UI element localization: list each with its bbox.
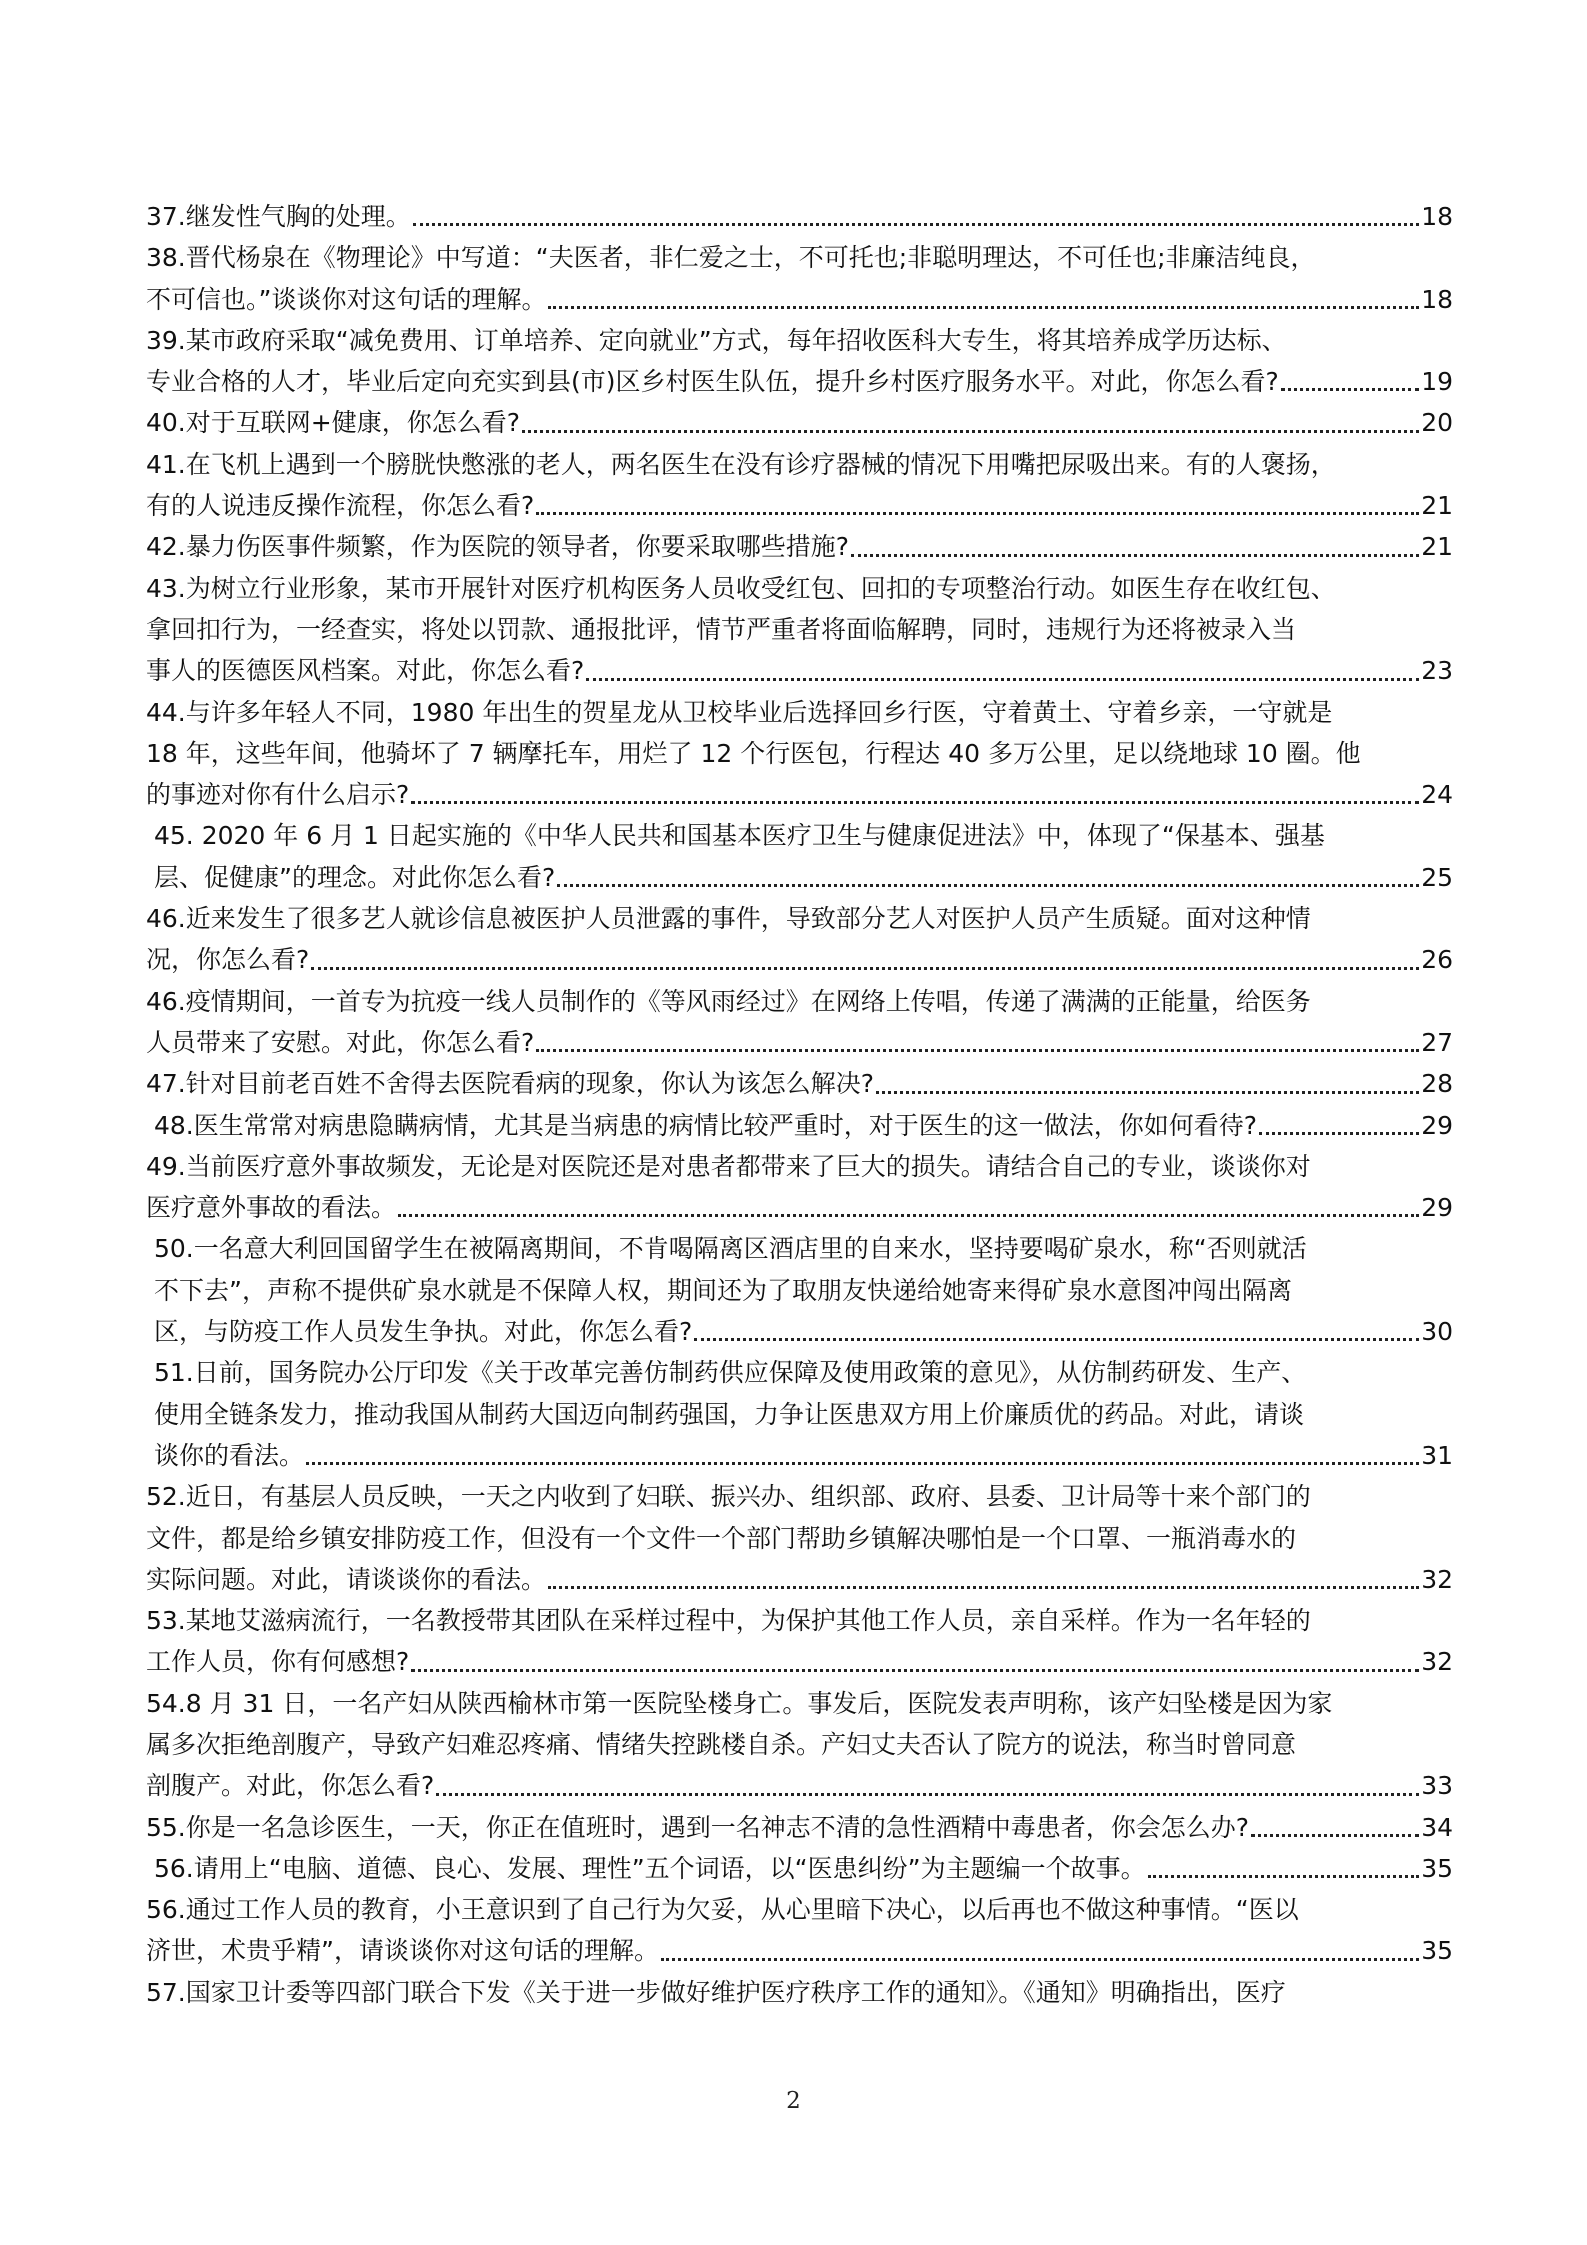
toc-entry[interactable] [146,1105,1453,1146]
toc-entry[interactable] [146,402,1453,443]
dot-leader [557,884,1419,887]
toc-page-number: 29 [1421,1193,1453,1223]
toc-entry-line: 专业合格的人才，毕业后定向充实到县(市)区乡村医生队伍，提升乡村医疗服务水平。对此，你怎么看? [146,367,1279,397]
toc-entry-line: 57.国家卫计委等四部门联合下发《关于进一步做好维护医疗秩序工作的通知》。《通知》明确指出，医疗 [146,1977,1286,2007]
toc-entry-line: 45. 2020 年 6 月 1 日起实施的《中华人民共和国基本医疗卫生与健康促进法》中，体现了“保基本、强基 [154,821,1325,851]
toc-entry-line: 医疗意外事故的看法。 [146,1193,397,1223]
dot-leader [1148,1875,1420,1878]
toc-entry-line: 41.在飞机上遇到一个膀胱快憋涨的老人，两名医生在没有诊疗器械的情况下用嘴把尿吸出来。有的人褒扬， [146,449,1336,479]
toc-page-number: 21 [1421,491,1453,521]
dot-leader [548,1586,1419,1589]
toc-page-number: 18 [1421,202,1453,231]
dot-leader [1251,1834,1419,1837]
toc-entry[interactable] [146,526,1453,567]
toc-entry[interactable] [146,1889,1453,1972]
toc-page-number: 32 [1421,1647,1453,1677]
toc-entry[interactable] [146,568,1453,692]
toc-page-number: 26 [1421,945,1453,975]
toc-page-number: 21 [1421,532,1453,562]
dot-leader [694,1338,1419,1341]
toc-entry-line: 39.某市政府采取“减免费用、订单培养、定向就业”方式，每年招收医科大专生，将其培养成学历达标、 [146,325,1287,355]
toc-entry-line: 谈你的看法。 [154,1440,305,1470]
toc-entry[interactable] [146,1146,1453,1229]
page-number: 2 [786,2088,801,2114]
toc-page-number: 27 [1421,1027,1453,1057]
toc-page-number: 18 [1421,284,1453,314]
toc-entry-line: 51.日前，国务院办公厅印发《关于改革完善仿制药供应保障及使用政策的意见》，从仿制药研发、生产、 [154,1358,1307,1388]
toc-entry-line: 不下去”，声称不提供矿泉水就是不保障人权，期间还为了取朋友快递给她寄来得矿泉水意图冲闯出隔离 [154,1275,1292,1305]
dot-leader [536,512,1419,515]
toc-page-number: 35 [1421,1936,1453,1966]
toc-entry-line: 52.近日，有基层人员反映，一天之内收到了妇联、振兴办、组织部、政府、县委、卫计局等十来个部门的 [146,1482,1311,1512]
toc-entry-line: 18 年，这些年间，他骑坏了 7 辆摩托车，用烂了 12 个行医包，行程达 40 多万公里，足以绕地球 10 圈。他 [146,738,1361,768]
toc-entry-line: 层、促健康”的理念。对此你怎么看? [154,862,556,892]
toc-entry-line: 50.一名意大利回国留学生在被隔离期间，不肯喝隔离区酒店里的自来水，坚持要喝矿泉水，称“否则就活 [154,1234,1307,1264]
toc-page-number: 35 [1421,1853,1453,1883]
toc-entry[interactable] [146,320,1453,403]
dot-leader [1259,1132,1419,1135]
toc-entry[interactable] [146,1683,1453,1807]
toc-entry-line: 56.请用上“电脑、道德、良心、发展、理性”五个词语，以“医患纠纷”为主题编一个故事。 [154,1853,1146,1883]
toc-page-number: 30 [1421,1317,1453,1347]
toc-entry-line: 不可信也。”谈谈你对这句话的理解。 [146,284,547,314]
toc-entry[interactable] [146,981,1453,1064]
toc-entry-line: 的事迹对你有什么启示? [146,780,410,810]
toc-entry[interactable] [146,1807,1453,1848]
toc-entry[interactable] [146,1352,1453,1476]
toc-page-number: 34 [1421,1812,1453,1842]
toc-page-number: 28 [1421,1069,1453,1099]
dot-leader [522,430,1419,433]
toc-page-number: 20 [1421,408,1453,438]
dot-leader [851,554,1419,557]
dot-leader [306,1462,1419,1465]
toc-entry-line: 济世，术贵乎精”，请谈谈你对这句话的理解。 [146,1936,659,1966]
toc-entry-line: 55.你是一名急诊医生，一天，你正在值班时，遇到一名神志不清的急性酒精中毒患者，你会怎么办? [146,1812,1250,1842]
toc-entry-line: 人员带来了安慰。对此，你怎么看? [146,1027,535,1057]
toc-entry[interactable] [146,1063,1453,1104]
dot-leader [1281,388,1419,391]
toc-entry-line: 42.暴力伤医事件频繁，作为医院的领导者，你要采取哪些措施? [146,532,850,562]
toc-entry[interactable] [146,1476,1453,1600]
toc-entry-line: 工作人员，你有何感想? [146,1647,410,1677]
toc-entry-line: 拿回扣行为，一经查实，将处以罚款、通报批评，情节严重者将面临解聘，同时，违规行为还将被录入当 [146,614,1297,644]
toc-page-number: 23 [1421,656,1453,686]
toc-entry[interactable] [146,1972,1453,2013]
toc-entry-line: 47.针对目前老百姓不舍得去医院看病的现象，你认为该怎么解决? [146,1069,875,1099]
toc-page-number: 19 [1421,367,1453,397]
toc-entry[interactable] [146,196,1453,237]
toc-page-number: 24 [1421,780,1453,810]
toc-entry[interactable] [146,1600,1453,1683]
toc-entry-line: 43.为树立行业形象，某市开展针对医疗机构医务人员收受红包、回扣的专项整治行动。如医生存在收红包、 [146,573,1336,603]
toc-entry-line: 文件，都是给乡镇安排防疫工作，但没有一个文件一个部门帮助乡镇解决哪怕是一个口罩、一瓶消毒水的 [146,1523,1297,1553]
dot-leader [536,1049,1419,1052]
toc-entry[interactable] [146,1228,1453,1352]
toc-entry-line: 48.医生常常对病患隐瞒病情，尤其是当病患的病情比较严重时，对于医生的这一做法，你如何看待? [154,1110,1258,1140]
toc-entry-line: 46.近来发生了很多艺人就诊信息被医护人员泄露的事件，导致部分艺人对医护人员产生质疑。面对这种情 [146,904,1311,934]
toc-entry-line: 有的人说违反操作流程，你怎么看? [146,491,535,521]
toc-page-number: 25 [1421,862,1453,892]
toc-page-number: 33 [1421,1771,1453,1801]
toc-entry-line: 剖腹产。对此，你怎么看? [146,1771,435,1801]
dot-leader [586,678,1419,681]
dot-leader [436,1793,1419,1796]
toc-entry[interactable] [146,692,1453,816]
toc-entry-line: 44.与许多年轻人不同，1980 年出生的贺星龙从卫校毕业后选择回乡行医，守着黄土、守着乡亲，一守就是 [146,697,1333,727]
toc-entry-line: 46.疫情期间，一首专为抗疫一线人员制作的《等风雨经过》在网络上传唱，传递了满满的正能量，给医务 [146,986,1311,1016]
table-of-contents [146,196,1453,2013]
dot-leader [311,967,1419,970]
toc-entry-line: 56.通过工作人员的教育，小王意识到了自己行为欠妥，从心里暗下决心，以后再也不做这种事情。“医以 [146,1895,1299,1925]
dot-leader [413,223,1419,226]
toc-page-number: 31 [1421,1440,1453,1470]
toc-entry-line: 53.某地艾滋病流行，一名教授带其团队在采样过程中，为保护其他工作人员，亲自采样。作为一名年轻的 [146,1606,1311,1636]
toc-entry-line: 实际问题。对此，请谈谈你的看法。 [146,1564,547,1594]
toc-entry-line: 54.8 月 31 日，一名产妇从陕西榆林市第一医院坠楼身亡。事发后，医院发表声明称，该产妇坠楼是因为家 [146,1688,1333,1718]
toc-entry-line: 使用全链条发力，推动我国从制药大国迈向制药强国，力争让医患双方用上价廉质优的药品。对此，请谈 [154,1399,1305,1429]
dot-leader [411,801,1419,804]
toc-entry-line: 37.继发性气胸的处理。 [146,202,411,231]
toc-entry[interactable] [146,237,1453,320]
toc-entry-line: 区，与防疫工作人员发生争执。对此，你怎么看? [154,1317,693,1347]
toc-entry-line: 属多次拒绝剖腹产，导致产妇难忍疼痛、情绪失控跳楼自杀。产妇丈夫否认了院方的说法，称当时曾同意 [146,1729,1297,1759]
toc-entry[interactable] [146,1848,1453,1889]
dot-leader [548,306,1419,309]
toc-entry[interactable] [146,815,1453,898]
dot-leader [411,1669,1419,1672]
toc-page-number: 32 [1421,1564,1453,1594]
toc-entry-line: 40.对于互联网+健康，你怎么看? [146,408,520,438]
toc-entry[interactable] [146,898,1453,981]
dot-leader [661,1958,1419,1961]
toc-entry[interactable] [146,444,1453,527]
toc-entry-line: 38.晋代杨泉在《物理论》中写道：“夫医者，非仁爱之士，不可托也;非聪明理达，不可任也;非廉洁纯良， [146,243,1316,273]
toc-entry-line: 49.当前医疗意外事故频发，无论是对医院还是对患者都带来了巨大的损失。请结合自己的专业，谈谈你对 [146,1151,1311,1181]
toc-page-number: 29 [1421,1110,1453,1140]
dot-leader [398,1214,1419,1217]
dot-leader [876,1091,1419,1094]
toc-entry-line: 事人的医德医风档案。对此，你怎么看? [146,656,585,686]
toc-entry-line: 况，你怎么看? [146,945,310,975]
